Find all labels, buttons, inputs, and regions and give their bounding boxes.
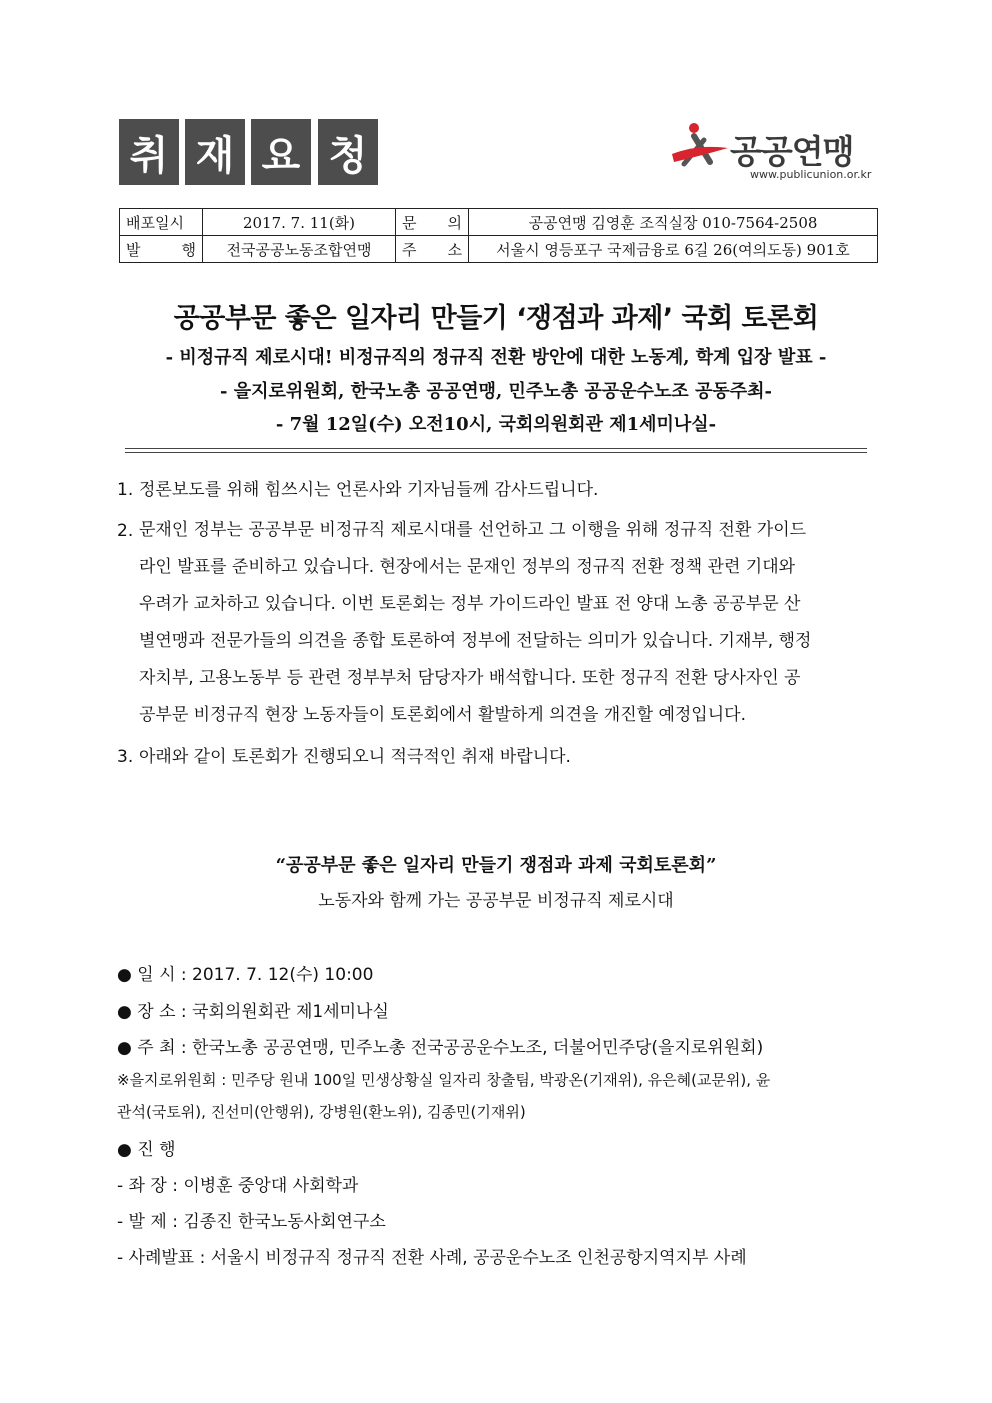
- press-info-table: [119, 208, 878, 263]
- event-chair: - 좌 장 : 이병훈 중앙대 사회학과: [117, 1176, 359, 1196]
- event-title: “공공부문 좋은 일자리 만들기 쟁점과 과제 국회토론회”: [275, 855, 717, 876]
- event-subtitle: 노동자와 함께 가는 공공부문 비정규직 제로시대: [318, 891, 674, 911]
- event-host: ● 주 최 : 한국노총 공공연맹, 민주노총 전국공공운수노조, 더불어민주당(을지로위원회): [117, 1038, 764, 1058]
- union-logo: [670, 118, 880, 186]
- paragraph-line: 자치부, 고용노동부 등 관련 정부부처 담당자가 배석합니다. 또한 정규직 전환 당사자인 공: [139, 668, 801, 688]
- address-label: 주 소: [396, 236, 469, 263]
- note-line-2: 관석(국토위), 진선미(안행위), 강병원(환노위), 김종민(기재위): [117, 1103, 526, 1121]
- contact-label: 문 의: [396, 209, 469, 236]
- event-when: ● 일 시 : 2017. 7. 12(수) 10:00: [117, 965, 374, 985]
- address-value: 서울시 영등포구 국제금융로 6길 26(여의도동) 901호: [469, 236, 878, 263]
- contact-value: 공공연맹 김영훈 조직실장 010-7564-2508: [469, 209, 878, 236]
- logo-url: www.publicunion.or.kr: [750, 168, 872, 181]
- logo-name: 공공연맹: [730, 132, 854, 171]
- page-title: 공공부문 좋은 일자리 만들기 ‘쟁점과 과제’ 국회 토론회: [173, 303, 819, 334]
- union-logo-mark-icon: [670, 118, 732, 182]
- event-progress: ● 진 행: [117, 1140, 176, 1160]
- date-label: 배포일시: [120, 209, 203, 236]
- divider-line: [125, 448, 867, 449]
- paragraph-line: 문재인 정부는 공공부문 비정규직 제로시대를 선언하고 그 이행을 위해 정규직 전환 가이드: [139, 520, 807, 540]
- paragraph-number: 1.: [117, 480, 134, 500]
- issuer-value: 전국공공노동조합연맹: [203, 236, 396, 263]
- paragraph-line: 공부문 비정규직 현장 노동자들이 토론회에서 활발하게 의견을 개진할 예정입니다.: [139, 705, 746, 725]
- request-char-3: 요: [251, 119, 311, 185]
- request-char-2: 재: [185, 119, 245, 185]
- info-row-2: [120, 236, 878, 263]
- request-char-1: 취: [119, 119, 179, 185]
- divider-line-2: [125, 452, 867, 453]
- event-note: [117, 1064, 877, 1128]
- subtitle-3: - 7월 12일(수) 오전10시, 국회의원회관 제1세미나실-: [275, 414, 717, 435]
- paragraph-line: 아래와 같이 토론회가 진행되오니 적극적인 취재 바랍니다.: [139, 747, 571, 767]
- subtitle-1: - 비정규직 제로시대! 비정규직의 정규직 전환 방안에 대한 노동계, 학계 입장 발표 -: [165, 347, 827, 368]
- paragraph-line: 우려가 교차하고 있습니다. 이번 토론회는 정부 가이드라인 발표 전 양대 노총 공공부문 산: [139, 594, 801, 614]
- paragraph-number: 3.: [117, 747, 134, 767]
- event-case: - 사례발표 : 서울시 비정규직 정규직 전환 사례, 공공운수노조 인천공항지역지부 사례: [117, 1248, 747, 1268]
- subtitle-2: - 을지로위원회, 한국노총 공공연맹, 민주노총 공공운수노조 공동주최-: [220, 381, 772, 402]
- event-presenter: - 발 제 : 김종진 한국노동사회연구소: [117, 1212, 386, 1232]
- paragraph-line: 라인 발표를 준비하고 있습니다. 현장에서는 문재인 정부의 정규직 전환 정책 관련 기대와: [139, 557, 796, 577]
- request-char-4: 청: [318, 119, 378, 185]
- issuer-label: 발 행: [120, 236, 203, 263]
- paragraph-line: 정론보도를 위해 힘쓰시는 언론사와 기자님들께 감사드립니다.: [139, 480, 599, 500]
- note-line-1: ※을지로위원회 : 민주당 원내 100일 민생상황실 일자리 창출팀, 박광온(기재위), 유은혜(교문위), 윤: [117, 1071, 771, 1089]
- info-row-1: [120, 209, 878, 236]
- date-value: 2017. 7. 11(화): [203, 209, 396, 236]
- paragraph-number: 2.: [117, 521, 134, 541]
- event-where: ● 장 소 : 국회의원회관 제1세미나실: [117, 1002, 389, 1022]
- paragraph-line: 별연맹과 전문가들의 의견을 종합 토론하여 정부에 전달하는 의미가 있습니다. 기재부, 행정: [139, 631, 812, 651]
